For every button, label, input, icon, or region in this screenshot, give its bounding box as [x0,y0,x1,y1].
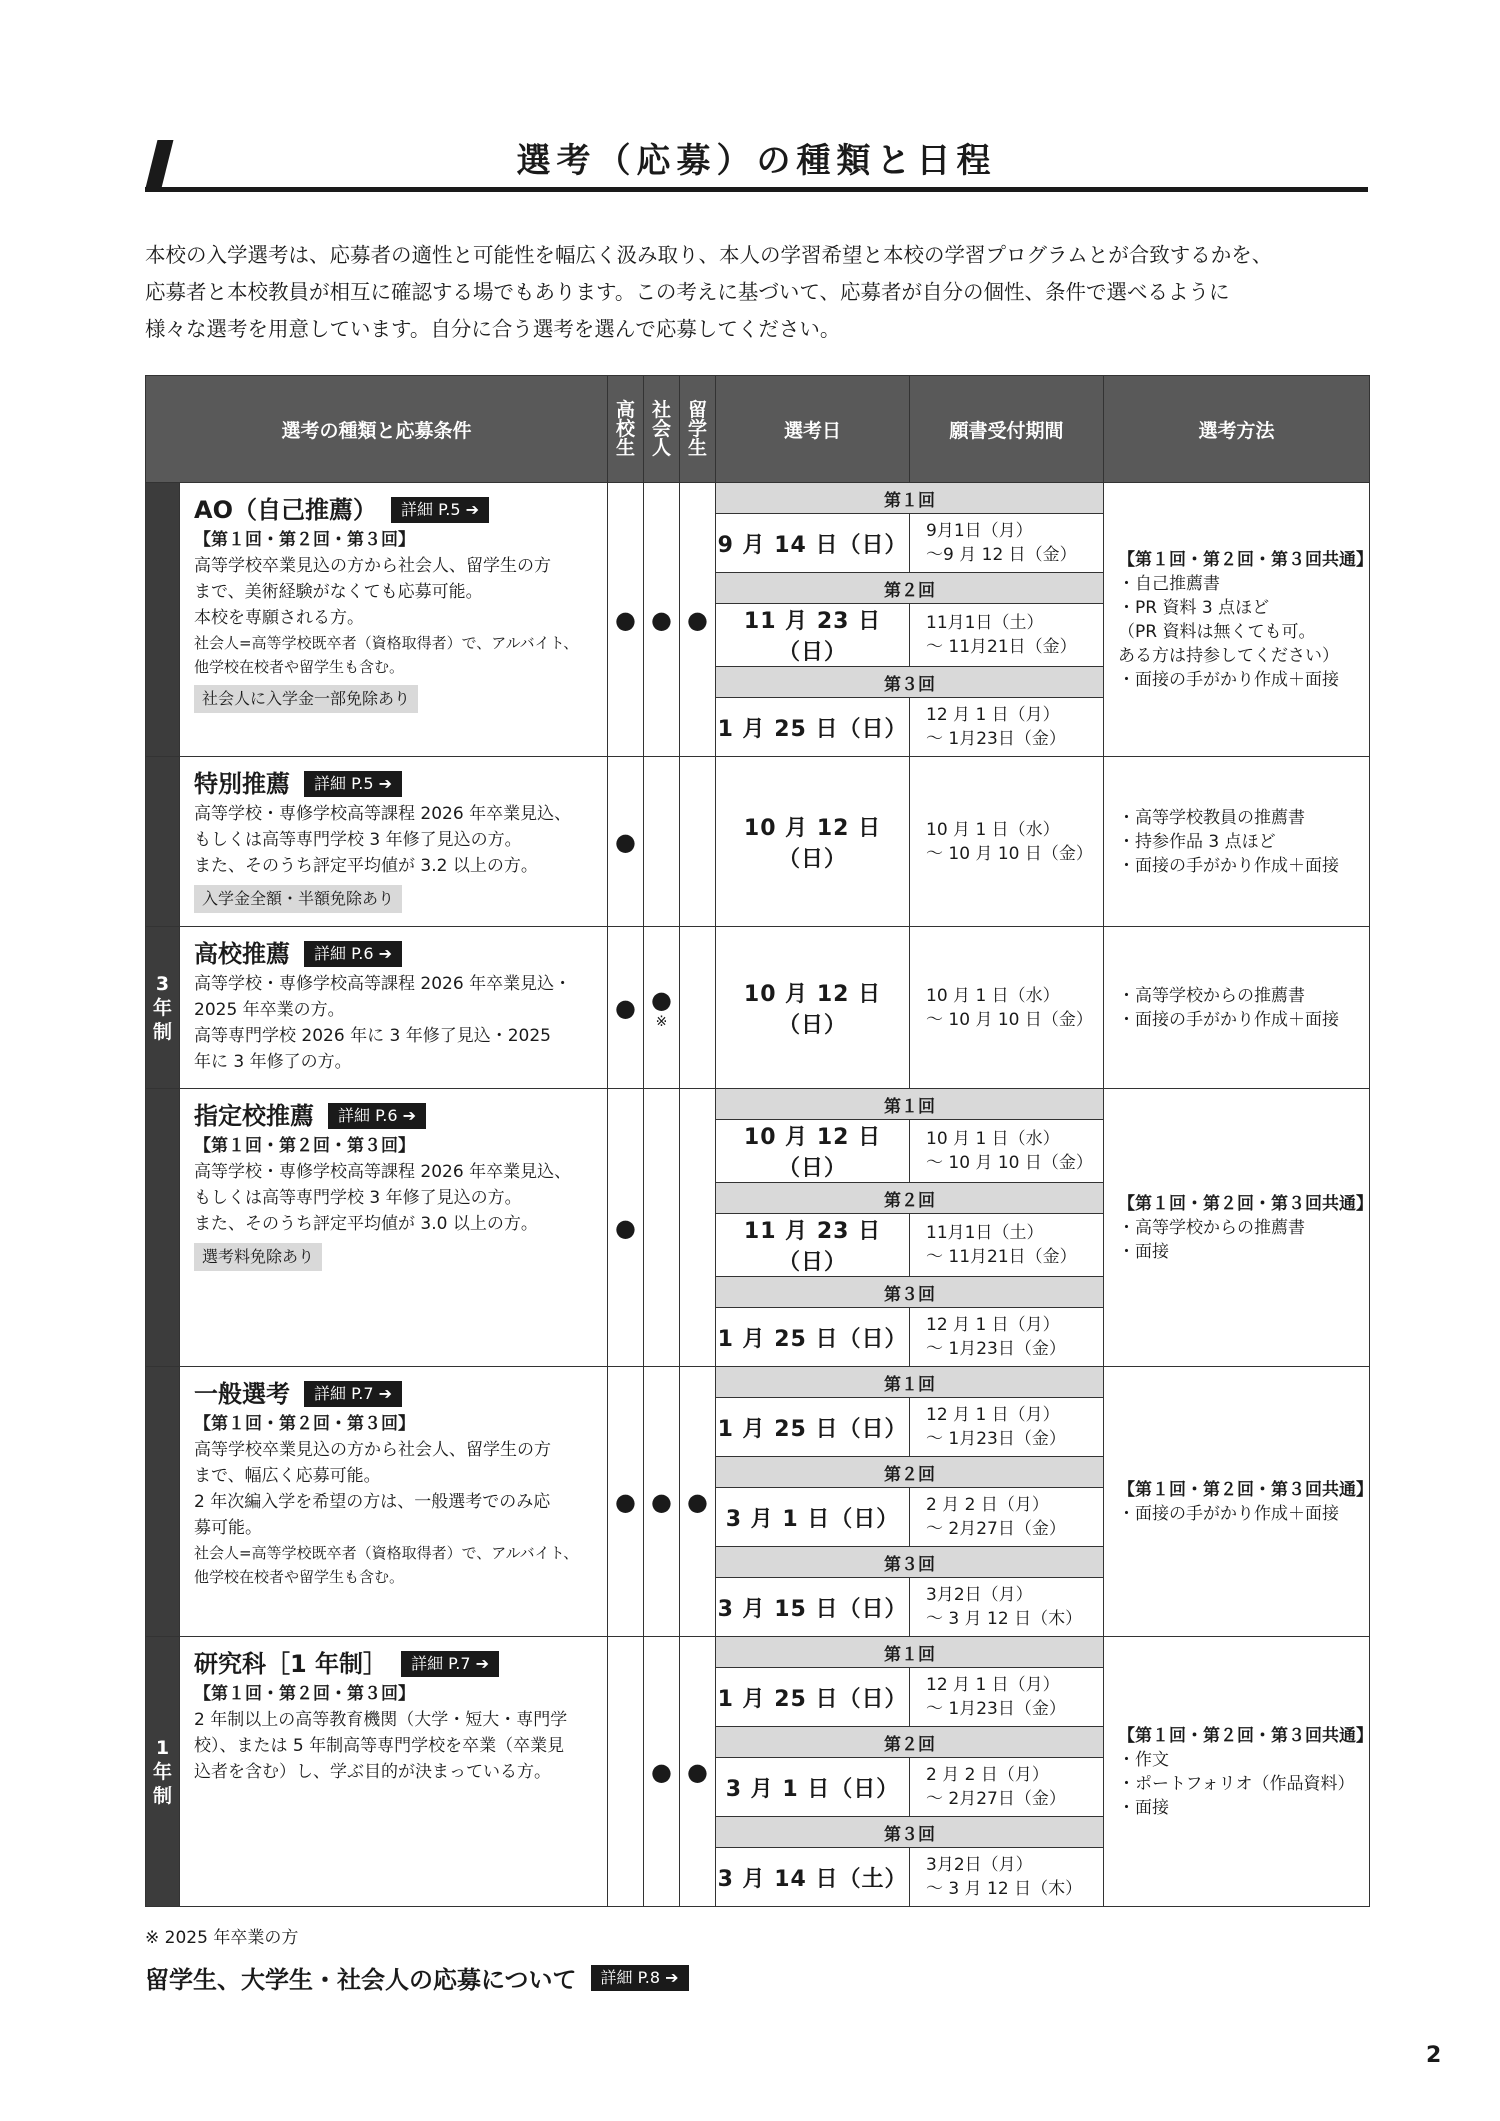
subsection-title: 留学生、大学生・社会人の応募について [145,1966,577,1994]
dot-worker: ● [644,483,680,757]
condition-text: 高等学校卒業見込の方から社会人、留学生の方 まで、美術経験がなくても応募可能。 本校を専願される方。 [194,556,551,628]
condition-cell [180,1089,608,1367]
method-cell: 【第１回・第２回・第３回共通】 ・作文 ・ポートフォリオ（作品資料） ・面接 [1104,1637,1370,1907]
col-header-intl: 留 学 生 [680,376,716,483]
exemption-tag: 入学金全額・半額免除あり [194,885,402,913]
application-period: 12 月 1 日（月） ～ 1月23日（金） [910,698,1104,757]
dot-highschool: ● [608,927,644,1089]
page-number: 2 [1426,2043,1442,2068]
selection-date: 3 月 1 日（日） [716,1488,910,1547]
application-period: 10 月 1 日（水） ～ 10 月 10 日（金） [910,757,1104,927]
condition-text: 高等学校・専修学校高等課程 2026 年卒業見込・ 2025 年卒業の方。 高等専門学校 2026 年に 3 年修了見込・2025 年に 3 年修了の方。 [194,974,572,1072]
dot-highschool: ● [608,483,644,757]
selection-date: 9 月 14 日（日） [716,514,910,573]
application-period: 2 月 2 日（月） ～ 2月27日（金） [910,1488,1104,1547]
selection-name: 指定校推薦 [194,1102,314,1130]
method-cell: 【第１回・第２回・第３回共通】 ・自己推薦書 ・PR 資料 3 点ほど （PR 資料は無くても可。 ある方は持参してください） ・面接の手がかり作成＋面接 [1104,483,1370,757]
round-header: 第３回 [716,1547,1104,1578]
condition-cell [180,1367,608,1637]
col-header-period: 願書受付期間 [910,376,1104,483]
dot-highschool: ● [608,757,644,927]
application-period: 11月1日（土） ～ 11月21日（金） [910,1214,1104,1277]
rounds-label: 【第１回・第２回・第３回】 [194,1684,415,1704]
table-row [146,1089,1370,1120]
table-row [146,927,1370,1089]
method-cell: ・高等学校教員の推薦書 ・持参作品 3 点ほど ・面接の手がかり作成＋面接 [1104,757,1370,927]
selection-date: 1 月 25 日（日） [716,1668,910,1727]
detail-link[interactable]: 詳細 P.7 ➔ [304,1381,402,1407]
round-header: 第２回 [716,1727,1104,1758]
col-header-type: 選考の種類と応募条件 [146,376,608,483]
application-period: 12 月 1 日（月） ～ 1月23日（金） [910,1668,1104,1727]
selection-date: 3 月 1 日（日） [716,1758,910,1817]
detail-link[interactable]: 詳細 P.5 ➔ [391,497,489,523]
subsection-heading [145,1960,689,1995]
round-header: 第１回 [716,483,1104,514]
round-header: 第２回 [716,573,1104,604]
selection-date: 1 月 25 日（日） [716,1398,910,1457]
col-header-date: 選考日 [716,376,910,483]
selection-date: 1 月 25 日（日） [716,1308,910,1367]
selection-date: 3 月 15 日（日） [716,1578,910,1637]
application-period: 11月1日（土） ～ 11月21日（金） [910,604,1104,667]
rounds-label: 【第１回・第２回・第３回】 [194,530,415,550]
condition-text: 高等学校卒業見込の方から社会人、留学生の方 まで、幅広く応募可能。 2 年次編入学を希望の方は、一般選考でのみ応 募可能。 [194,1440,551,1538]
page-title: 選考（応募）の種類と日程 [516,141,997,181]
dot-highschool: ● [608,1367,644,1637]
round-header: 第３回 [716,667,1104,698]
detail-link[interactable]: 詳細 P.6 ➔ [304,941,402,967]
detail-link[interactable]: 詳細 P.7 ➔ [401,1651,499,1677]
dot-intl: ● [680,1637,716,1907]
intro-line: 応募者と本校教員が相互に確認する場でもあります。この考えに基づいて、応募者が自分の個性、条件で選べるように [145,280,1230,304]
intro-line: 様々な選考を用意しています。自分に合う選考を選んで応募してください。 [145,317,841,341]
dot-worker: ● ※ [644,927,680,1089]
dot-intl: ● [680,483,716,757]
method-cell: 【第１回・第２回・第３回共通】 ・高等学校からの推薦書 ・面接 [1104,1089,1370,1367]
col-header-worker: 社 会 人 [644,376,680,483]
selection-date: 3 月 14 日（土） [716,1848,910,1907]
selection-date: 11 月 23 日（日） [716,604,910,667]
condition-text: 2 年制以上の高等教育機関（大学・短大・専門学 校）、または 5 年制高等専門学校を卒業（卒業見 込者を含む）し、学ぶ目的が決まっている方。 [194,1710,568,1782]
condition-cell [180,1637,608,1907]
round-header: 第３回 [716,1277,1104,1308]
exemption-tag: 選考料免除あり [194,1243,322,1271]
round-header: 第２回 [716,1457,1104,1488]
dot-worker: ● [644,1637,680,1907]
selection-date: 10 月 12 日（日） [716,1120,910,1183]
footnote: ※ 2025 年卒業の方 [145,1928,299,1948]
selection-date: 10 月 12 日（日） [716,757,910,927]
application-period: 9月1日（月） ～9 月 12 日（金） [910,514,1104,573]
table-header-row [146,376,1370,483]
condition-note: 社会人=高等学校既卒者（資格取得者）で、アルバイト、 他学校在校者や留学生も含む。 [194,634,579,676]
rounds-label: 【第１回・第２回・第３回】 [194,1136,415,1156]
application-period: 2 月 2 日（月） ～ 2月27日（金） [910,1758,1104,1817]
condition-cell [180,483,608,757]
dot-worker: ● [644,1367,680,1637]
method-cell: 【第１回・第２回・第３回共通】 ・面接の手がかり作成＋面接 [1104,1367,1370,1637]
rounds-label: 【第１回・第２回・第３回】 [194,1414,415,1434]
condition-text: 高等学校・専修学校高等課程 2026 年卒業見込、 もしくは高等専門学校 3 年修了見込の方。 また、そのうち評定平均値が 3.2 以上の方。 [194,804,572,876]
application-period: 3月2日（月） ～ 3 月 12 日（木） [910,1848,1104,1907]
col-header-highschool: 高 校 生 [608,376,644,483]
application-period: 12 月 1 日（月） ～ 1月23日（金） [910,1308,1104,1367]
selection-name: 一般選考 [194,1380,290,1408]
detail-link[interactable]: 詳細 P.6 ➔ [328,1103,426,1129]
selection-name: AO（自己推薦） [194,496,377,524]
selection-date: 11 月 23 日（日） [716,1214,910,1277]
header-rule [145,187,1368,192]
selection-table [145,375,1374,1907]
intro-text [145,237,1370,348]
table-row [146,757,1370,927]
page-header [145,140,1368,192]
dot-intl: ● [680,1367,716,1637]
selection-date: 10 月 12 日（日） [716,927,910,1089]
detail-link[interactable]: 詳細 P.8 ➔ [591,1965,689,1991]
round-header: 第１回 [716,1637,1104,1668]
selection-name: 特別推薦 [194,770,290,798]
round-header: 第１回 [716,1089,1104,1120]
detail-link[interactable]: 詳細 P.5 ➔ [304,771,402,797]
condition-cell [180,757,608,927]
exemption-tag: 社会人に入学金一部免除あり [194,685,418,713]
application-period: 12 月 1 日（月） ～ 1月23日（金） [910,1398,1104,1457]
condition-note: 社会人=高等学校既卒者（資格取得者）で、アルバイト、 他学校在校者や留学生も含む。 [194,1544,579,1586]
group-label-1year: 1 年 制 [146,1637,180,1907]
condition-text: 高等学校・専修学校高等課程 2026 年卒業見込、 もしくは高等専門学校 3 年修了見込の方。 また、そのうち評定平均値が 3.0 以上の方。 [194,1162,572,1234]
selection-name: 高校推薦 [194,940,290,968]
dot-highschool: ● [608,1089,644,1367]
selection-date: 1 月 25 日（日） [716,698,910,757]
group-label-3year: 3 年 制 [146,927,180,1089]
table-row [146,1637,1370,1668]
round-header: 第２回 [716,1183,1104,1214]
round-header: 第３回 [716,1817,1104,1848]
application-period: 3月2日（月） ～ 3 月 12 日（木） [910,1578,1104,1637]
application-period: 10 月 1 日（水） ～ 10 月 10 日（金） [910,927,1104,1089]
table-row [146,1367,1370,1398]
selection-name: 研究科［1 年制］ [194,1650,388,1678]
method-cell: ・高等学校からの推薦書 ・面接の手がかり作成＋面接 [1104,927,1370,1089]
round-header: 第１回 [716,1367,1104,1398]
intro-line: 本校の入学選考は、応募者の適性と可能性を幅広く汲み取り、本人の学習希望と本校の学習プログラムとが合致するかを、 [145,243,1273,267]
table-row [146,483,1370,514]
condition-cell [180,927,608,1089]
application-period: 10 月 1 日（水） ～ 10 月 10 日（金） [910,1120,1104,1183]
col-header-method: 選考方法 [1104,376,1370,483]
